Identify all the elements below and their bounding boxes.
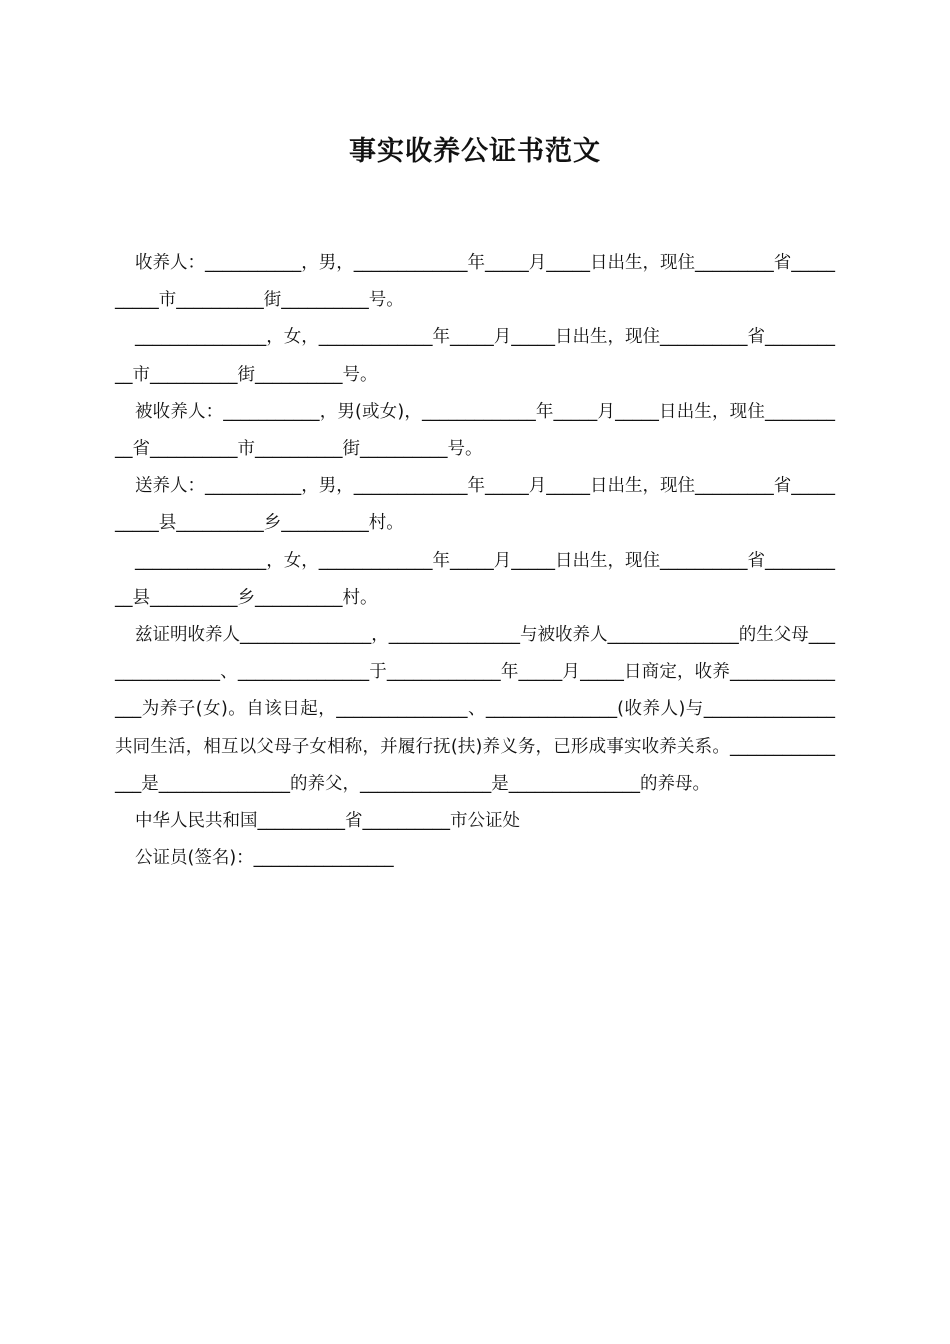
relinquisher-female-paragraph: _______________，女，_____________年_____月_____日出生，现住__________省__________县__________乡__________村。	[115, 550, 835, 608]
certification-paragraph: 兹证明收养人_______________，_______________与被收养人_______________的生父母_______________、_______________于_____________年_____月_____日商定，收养_______________为养子(女)。自该日起，_______________、_______________(收养人)与_______________共同生活，相互以父母子女相称，并履行抚(扶)养义务，已形成事实收养关系。_______________是_______________的养父，_______________是_______________的养母。	[115, 625, 835, 794]
adoptee-paragraph: 被收养人：___________，男(或女)，_____________年_____月_____日出生，现住__________省__________市__________街__________号。	[115, 401, 835, 460]
document-body	[115, 245, 835, 877]
page-title: 事实收养公证书范文	[349, 136, 601, 167]
notary-office-line: 中华人民共和国__________省__________市公证处	[135, 811, 520, 832]
adopter-male-paragraph: 收养人：___________，男，_____________年_____月_____日出生，现住_________省__________市__________街__________号。	[115, 253, 835, 311]
adopter-female-paragraph: _______________，女，_____________年_____月_____日出生，现住__________省__________市__________街__________号。	[115, 327, 835, 385]
notary-signature-line: 公证员(签名)：________________	[135, 848, 394, 869]
relinquisher-male-paragraph: 送养人：___________，男，_____________年_____月_____日出生，现住_________省__________县__________乡__________村。	[115, 476, 835, 534]
